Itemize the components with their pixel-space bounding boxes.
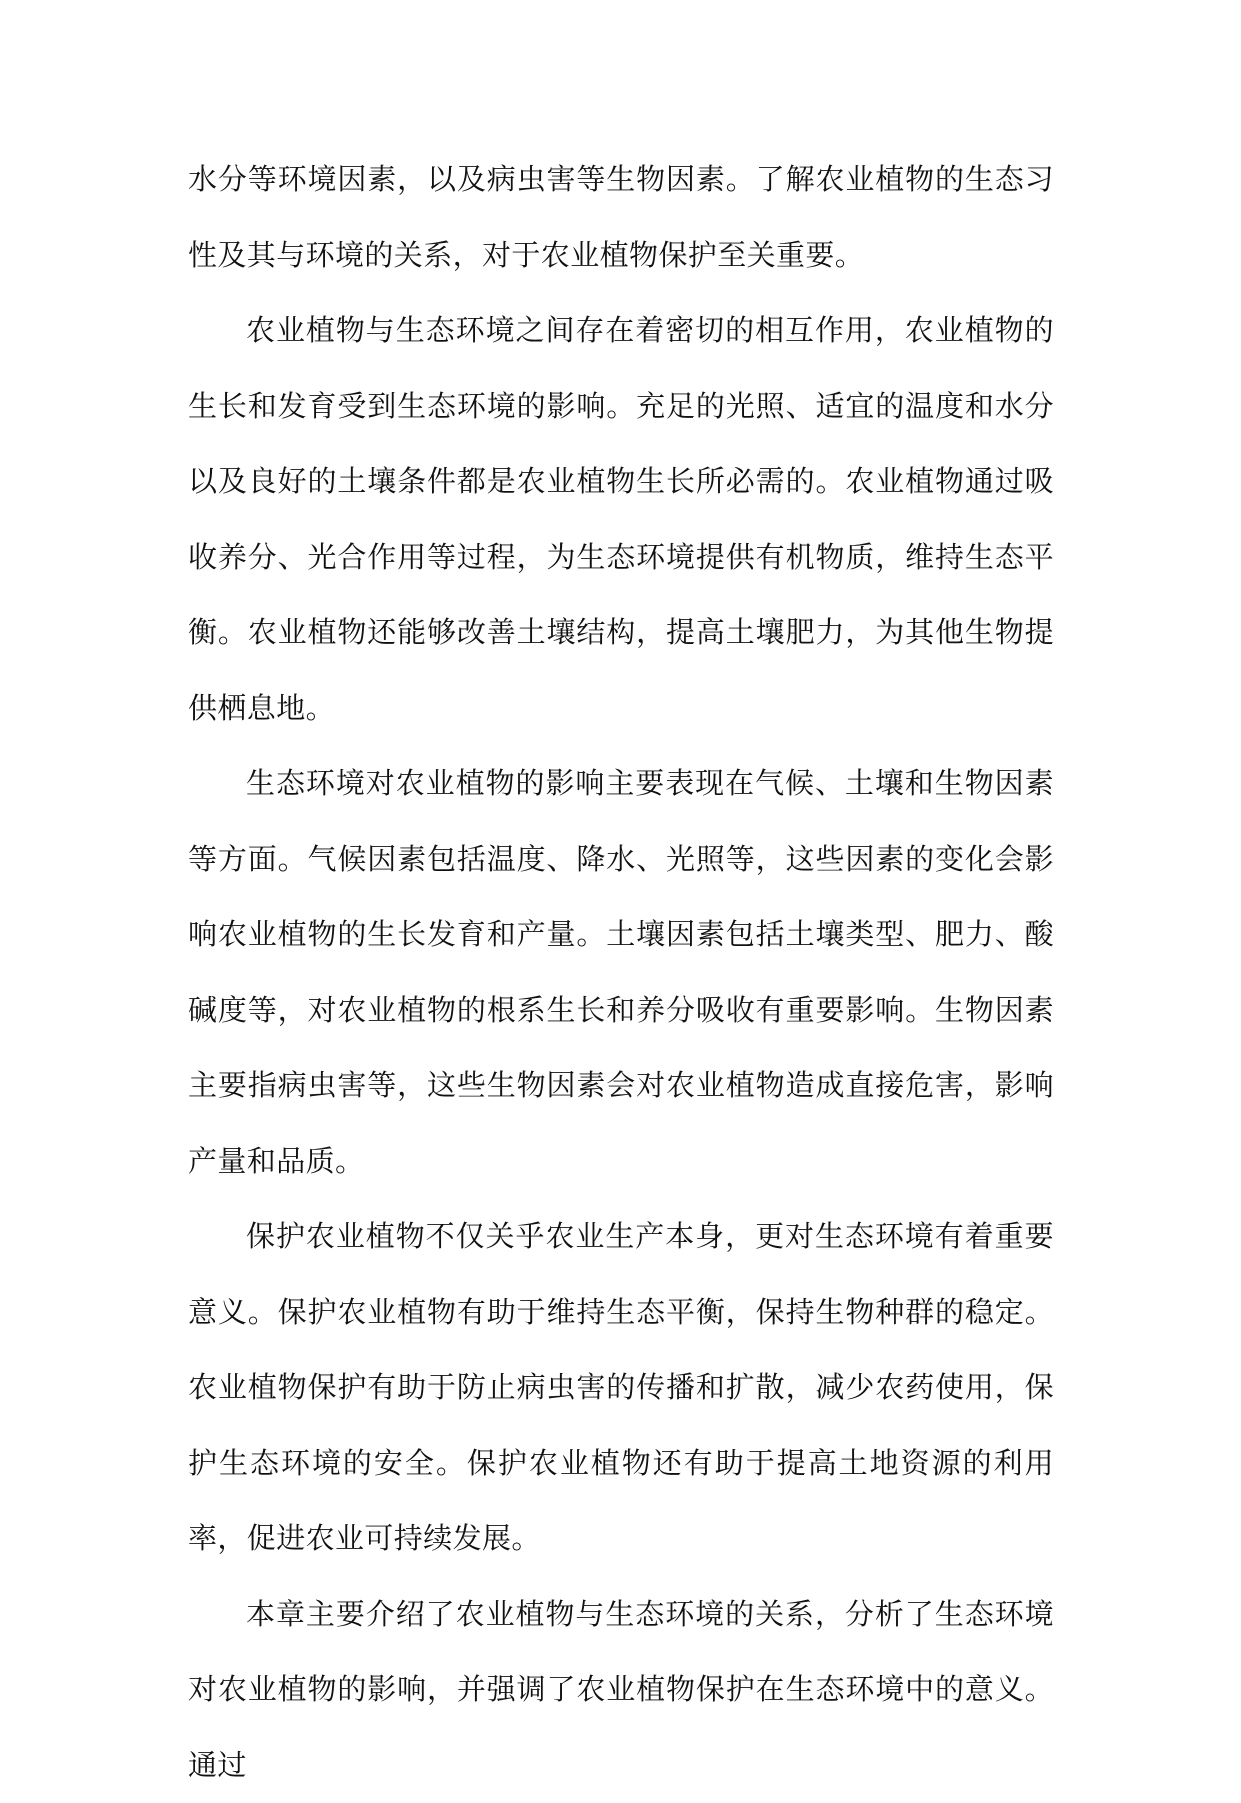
paragraph-plants-environment-interaction: 农业植物与生态环境之间存在着密切的相互作用，农业植物的生长和发育受到生态环境的影响。充足的光照、适宜的温度和水分以及良好的土壤条件都是农业植物生长所必需的。农业植物通过吸收养分、光合作用等过程，为生态环境提供有机物质，维持生态平衡。农业植物还能够改善土壤结构，提高土壤肥力，为其他生物提供栖息地。 [188,293,1054,746]
paragraph-protection-significance: 保护农业植物不仅关乎农业生产本身，更对生态环境有着重要意义。保护农业植物有助于维持生态平衡，保持生物种群的稳定。农业植物保护有助于防止病虫害的传播和扩散，减少农药使用，保护生态环境的安全。保护农业植物还有助于提高土地资源的利用率，促进农业可持续发展。 [188,1199,1054,1577]
paragraph-continuation: 水分等环境因素，以及病虫害等生物因素。了解农业植物的生态习性及其与环境的关系，对于农业植物保护至关重要。 [188,142,1054,293]
document-body [188,142,1054,1803]
paragraph-chapter-summary: 本章主要介绍了农业植物与生态环境的关系，分析了生态环境对农业植物的影响，并强调了农业植物保护在生态环境中的意义。通过 [188,1577,1054,1803]
paragraph-environment-effects: 生态环境对农业植物的影响主要表现在气候、土壤和生物因素等方面。气候因素包括温度、降水、光照等，这些因素的变化会影响农业植物的生长发育和产量。土壤因素包括土壤类型、肥力、酸碱度等，对农业植物的根系生长和养分吸收有重要影响。生物因素主要指病虫害等，这些生物因素会对农业植物造成直接危害，影响产量和品质。 [188,746,1054,1199]
